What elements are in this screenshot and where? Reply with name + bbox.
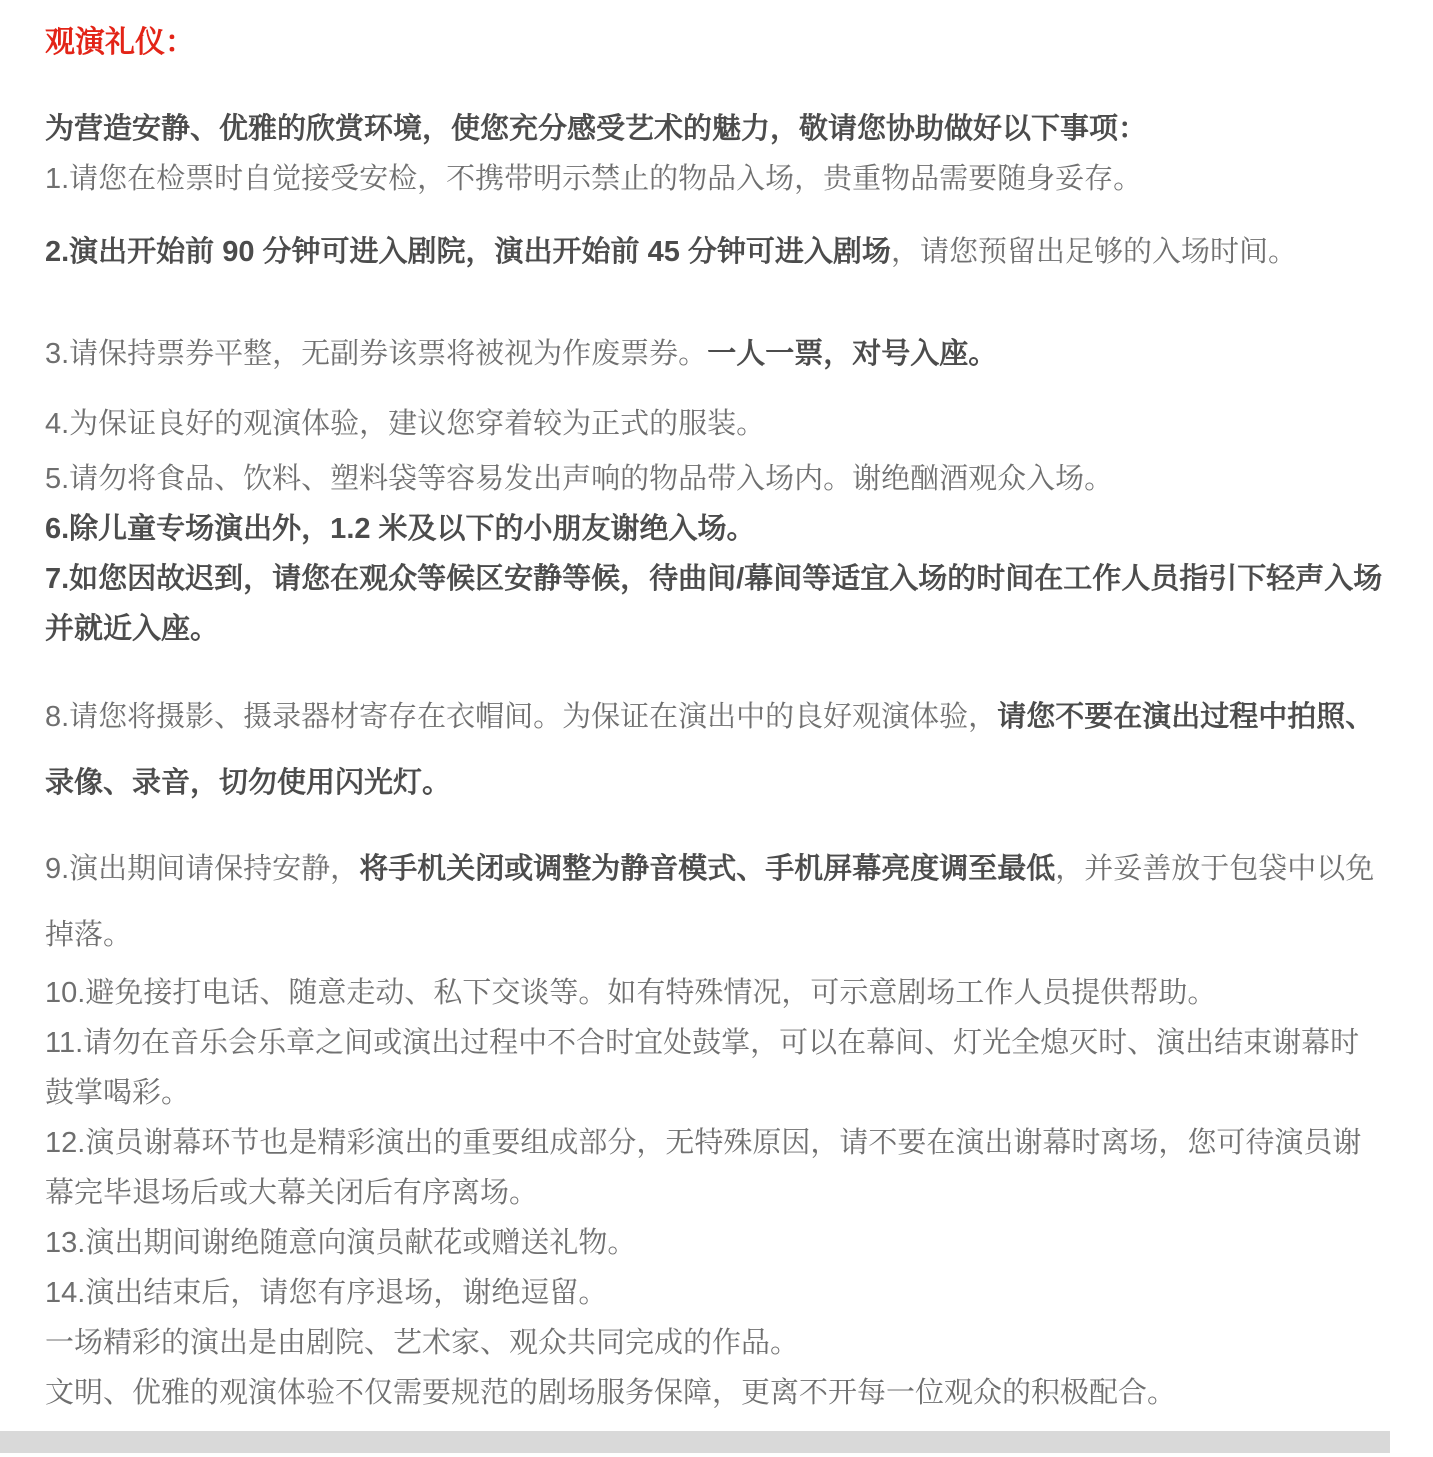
rule-item-14 — [45, 1268, 1388, 1318]
rule-item-11 — [45, 1018, 1388, 1118]
rule-item-2-bold-segment: 2.演出开始前 90 分钟可进入剧院，演出开始前 45 分钟可进入剧场 — [45, 236, 891, 268]
closing-line-1-text-segment: 一场精彩的演出是由剧院、艺术家、观众共同完成的作品。 — [45, 1327, 800, 1359]
closing-line-2 — [45, 1368, 1388, 1418]
rule-item-8 — [45, 684, 1388, 816]
rule-item-3-bold-segment: 一人一票，对号入座。 — [707, 338, 998, 370]
rule-item-1 — [45, 154, 1388, 204]
rule-item-6 — [45, 504, 1388, 554]
rule-item-4-text-segment: 4.为保证良好的观演体验，建议您穿着较为正式的服装。 — [45, 408, 766, 440]
intro-paragraph — [45, 104, 1388, 154]
rule-item-4 — [45, 399, 1388, 449]
rule-item-7-bold-segment: 7.如您因故迟到，请您在观众等候区安静等候，待曲间/幕间等适宜入场的时间在工作人员指引下轻声入场并就近入座。 — [45, 563, 1383, 645]
rule-item-5 — [45, 454, 1388, 504]
intro-paragraph-bold-segment: 为营造安静、优雅的欣赏环境，使您充分感受艺术的魅力，敬请您协助做好以下事项： — [45, 113, 1148, 145]
rule-item-10 — [45, 968, 1388, 1018]
rule-item-8-text-segment: 8.请您将摄影、摄录器材寄存在衣帽间。为保证在演出中的良好观演体验， — [45, 701, 998, 733]
page-title: 观演礼仪： — [45, 26, 195, 59]
rule-item-9 — [45, 836, 1388, 968]
etiquette-content — [0, 104, 1433, 1418]
horizontal-scrollbar[interactable] — [0, 1431, 1433, 1453]
rule-item-3-text-segment: 3.请保持票券平整，无副券该票将被视为作废票券。 — [45, 338, 708, 370]
rule-item-3 — [45, 329, 1388, 379]
rule-item-14-text-segment: 14.演出结束后，请您有序退场，谢绝逗留。 — [45, 1277, 608, 1309]
closing-line-1 — [45, 1318, 1388, 1368]
rule-item-9-bold-segment: 将手机关闭或调整为静音模式、手机屏幕亮度调至最低 — [359, 853, 1056, 885]
rule-item-13-text-segment: 13.演出期间谢绝随意向演员献花或赠送礼物。 — [45, 1227, 637, 1259]
rule-item-10-text-segment: 10.避免接打电话、随意走动、私下交谈等。如有特殊情况，可示意剧场工作人员提供帮助。 — [45, 977, 1217, 1009]
rule-item-2 — [45, 227, 1388, 277]
rule-item-8-bold-segment: 请您不要在演出过程中拍照、录像、录音，切勿使用闪光灯。 — [45, 701, 1375, 799]
rule-item-6-bold-segment: 6.除儿童专场演出外，1.2 米及以下的小朋友谢绝入场。 — [45, 513, 756, 545]
closing-line-2-text-segment: 文明、优雅的观演体验不仅需要规范的剧场服务保障，更离不开每一位观众的积极配合。 — [45, 1377, 1177, 1409]
rule-item-9-text-segment: 9.演出期间请保持安静， — [45, 853, 360, 885]
rule-item-13 — [45, 1218, 1388, 1268]
rule-item-7 — [45, 554, 1388, 654]
rule-item-12 — [45, 1118, 1388, 1218]
rule-item-11-text-segment: 11.请勿在音乐会乐章之间或演出过程中不合时宜处鼓掌，可以在幕间、灯光全熄灭时、演出结束谢幕时鼓掌喝彩。 — [45, 1027, 1360, 1109]
rule-item-12-text-segment: 12.演员谢幕环节也是精彩演出的重要组成部分，无特殊原因，请不要在演出谢幕时离场，您可待演员谢幕完毕退场后或大幕关闭后有序离场。 — [45, 1127, 1362, 1209]
rule-item-9-text-segment: ，并妥善放于包袋中以免掉落。 — [45, 853, 1375, 951]
scrollbar-thumb[interactable] — [0, 1431, 1390, 1453]
rule-item-5-text-segment: 5.请勿将食品、饮料、塑料袋等容易发出声响的物品带入场内。谢绝酗酒观众入场。 — [45, 463, 1114, 495]
rule-item-1-text-segment: 1.请您在检票时自觉接受安检，不携带明示禁止的物品入场，贵重物品需要随身妥存。 — [45, 163, 1143, 195]
rule-item-2-text-segment: ，请您预留出足够的入场时间。 — [890, 236, 1297, 268]
